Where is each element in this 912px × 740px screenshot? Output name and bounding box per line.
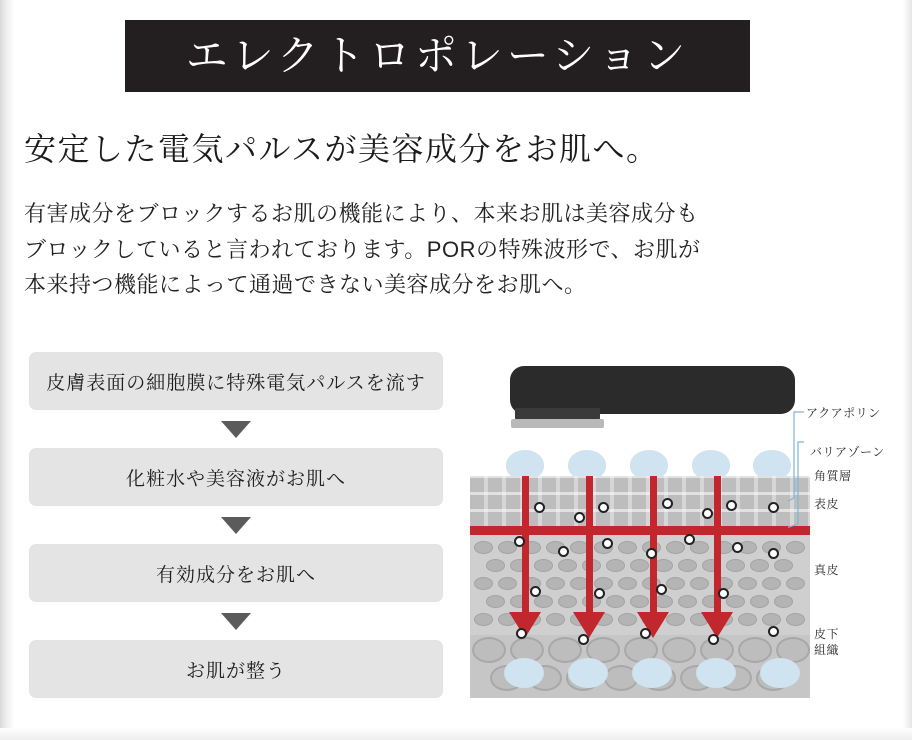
device-electrode-plate [511,419,604,428]
droplet-icon [760,658,800,688]
page-edge-left [0,0,14,740]
label-subcutaneous-line2: 組織 [814,643,840,657]
molecule-dot [514,536,525,547]
flow-step-1-label: 皮膚表面の細胞膜に特殊電気パルスを流す [46,372,426,394]
molecule-dot [598,502,609,513]
skin-diagram [470,362,810,698]
label-stratum-corneum: 角質層 [814,469,852,483]
flow-arrow-2 [29,506,443,544]
molecule-dot [574,512,585,523]
penetration-arrow-shaft [650,476,657,616]
flow-step-1 [29,352,443,410]
layer-epidermis [470,476,810,526]
body-copy-line-2: ブロックしていると言われております。PORの特殊波形で、お肌が [24,236,701,262]
penetration-arrow-head [701,612,733,638]
triangle-down-icon [221,421,251,438]
triangle-down-icon [221,613,251,630]
flow-arrow-3 [29,602,443,640]
molecule-dot [702,508,713,519]
molecule-dot [732,542,743,553]
label-barrier-zone: バリアゾーン [810,445,885,459]
molecule-dot [558,546,569,557]
skin-cross-section [470,476,810,698]
molecule-dot [768,548,779,559]
page-edge-bottom [0,728,912,740]
body-copy-line-3: 本来持つ機能によって通過できない美容成分をお肌へ。 [24,272,587,298]
molecule-dot [530,586,541,597]
penetration-arrow-shaft [522,476,529,616]
layer-barrier-zone [470,526,810,535]
flow-step-3-label: 有効成分をお肌へ [155,564,316,586]
molecule-dot [768,626,779,637]
molecule-dot [684,534,695,545]
flow-chart [29,352,443,698]
molecule-dot [768,502,779,513]
label-epidermis: 表皮 [814,497,840,511]
page-title: エレクトロポレーション [185,32,690,79]
diagram-label-column [806,362,906,698]
molecule-dot [662,498,673,509]
title-banner [125,20,750,92]
headline: 安定した電気パルスが美容成分をお肌へ。 [24,131,660,167]
flow-step-4-label: お肌が整う [185,660,286,682]
molecule-dot [640,628,651,639]
flow-step-4 [29,640,443,698]
penetration-arrow-head [573,612,605,638]
body-copy-line-1: 有害成分をブロックするお肌の機能により、本来お肌は美容成分も [24,201,699,226]
molecule-dot [594,588,605,599]
molecule-dot [656,584,667,595]
flow-arrow-1 [29,410,443,448]
molecule-dot [602,538,613,549]
molecule-dot [708,634,719,645]
molecule-dot [534,502,545,513]
label-subcutaneous-line1: 皮下 [814,627,840,641]
label-dermis: 真皮 [814,563,840,577]
device-handpiece-icon [510,366,795,414]
flow-step-3 [29,544,443,602]
molecule-dot [578,634,589,645]
droplet-icon [504,658,544,688]
penetration-arrow-shaft [586,476,593,616]
droplet-icon [632,658,672,688]
molecule-dot [726,500,737,511]
molecule-dot [646,548,657,559]
molecule-dot [516,628,527,639]
flow-step-2-label: 化粧水や美容液がお肌へ [125,468,346,490]
label-aquaporin: アクアポリン [806,406,881,420]
flow-step-2 [29,448,443,506]
molecule-dot [718,588,729,599]
droplet-icon [696,658,736,688]
body-copy [24,196,880,303]
triangle-down-icon [221,517,251,534]
droplet-icon [568,658,608,688]
